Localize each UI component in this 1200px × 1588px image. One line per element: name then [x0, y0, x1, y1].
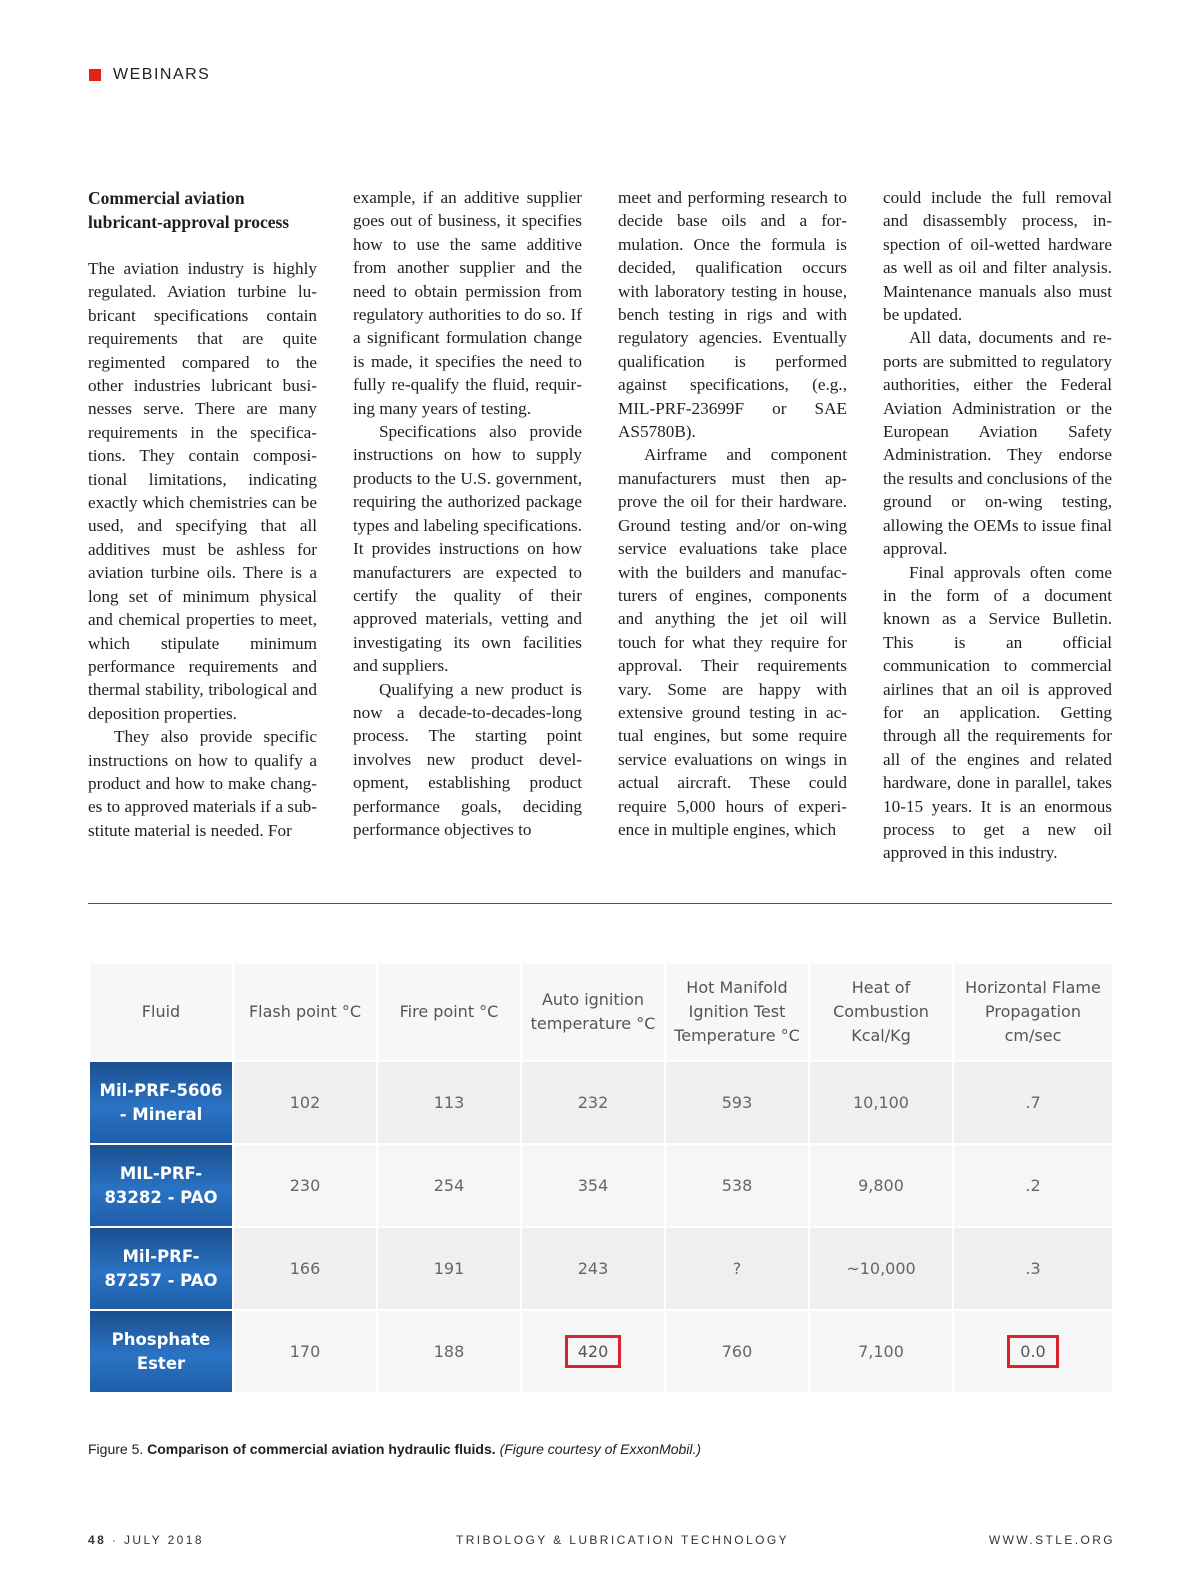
hot-manifold-cell: 538: [665, 1144, 809, 1227]
paragraph: Qualifying a new product is now a decade-to-decades-long process. The starting point involves new product development, establishing product performance goals, deciding performance objectives to: [353, 679, 582, 839]
fluid-comparison-table: [88, 962, 1114, 1394]
heat-of-combustion-cell: ~10,000: [809, 1227, 953, 1310]
highlight-box: 0.0: [1007, 1335, 1058, 1368]
hot-manifold-cell: ?: [665, 1227, 809, 1310]
article-column-2: [353, 186, 582, 865]
flame-propagation-cell: .7: [953, 1061, 1113, 1144]
article-heading: Commercial aviation lubricant-approval process: [88, 188, 290, 232]
heat-of-combustion-cell: 7,100: [809, 1310, 953, 1393]
page-number: 48: [88, 1533, 107, 1547]
auto-ignition-cell: 354: [521, 1144, 665, 1227]
heat-of-combustion-cell: 9,800: [809, 1144, 953, 1227]
paragraph: Airframe and component manufacturers must then approve the oil for their hardware. Ground testing and/or on-wing service evaluations take place with the builders and manufacturers of engines, components and anything the jet oil will touch for what they require for approval. Their requirements vary. Some are happy with extensive ground testing in actual engines, but some require service evaluations on wings in actual aircraft. These could require 5,000 hours of experience in multiple engines, which: [618, 445, 847, 839]
fluid-name: Mil-PRF-87257 - PAO: [89, 1227, 233, 1310]
table-row: [89, 1144, 1113, 1227]
table-row: [89, 1310, 1113, 1393]
col-header-flame-propagation: Horizontal Flame Propagation cm/sec: [953, 963, 1113, 1061]
hot-manifold-cell: 760: [665, 1310, 809, 1393]
paragraph: They also provide specific instructions on how to qualify a product and how to make changes to approved materials if a substitute material is needed. For: [88, 727, 317, 840]
fire-point-cell: 191: [377, 1227, 521, 1310]
article-column-4: [883, 186, 1112, 865]
flash-point-cell: 170: [233, 1310, 377, 1393]
figure-credit: (Figure courtesy of ExxonMobil.): [499, 1441, 702, 1457]
auto-ignition-cell: [521, 1310, 665, 1393]
col-header-fluid: Fluid: [89, 963, 233, 1061]
flame-propagation-cell: .2: [953, 1144, 1113, 1227]
flame-propagation-cell: [953, 1310, 1113, 1393]
paragraph: The aviation industry is highly regulated. Aviation turbine lubricant specifications contain requirements that are quite regimented compared to the other industries lubricant businesses serve. There are many requirements in the specifications. They contain compositional limitations, indicating exactly which chemistries can be used, and specifying that all additives must be ashless for aviation turbine oils. There is a long set of minimum physical and chemical properties to meet, which stipulate minimum performance requirements and thermal stability, tribological and deposition properties.: [88, 259, 317, 723]
article-column-1: [88, 186, 317, 865]
col-header-hot-manifold: Hot Manifold Ignition Test Temperature °C: [665, 963, 809, 1061]
table-header-row: [89, 963, 1113, 1061]
paragraph: Specifications also provide instructions on how to supply products to the U.S. government, requiring the authorized package types and labeling specifications. It provides instructions on how manufacturers are expected to certify the quality of their approved materials, vetting and investigating its own facilities and suppliers.: [353, 422, 582, 676]
fire-point-cell: 254: [377, 1144, 521, 1227]
section-label: WEBINARS: [113, 66, 211, 83]
footer-left: [88, 1533, 204, 1547]
paragraph: Final approvals often come in the form of a document known as a Service Bulletin. This is an official communication to commercial airlines that an oil is approved for an application. Getting through all the requirements for all of the engines and related hardware, done in parallel, takes 10-15 years. It is an enormous process to get a new oil approved in this industry.: [883, 562, 1112, 863]
fluid-name: Mil-PRF-5606 - Mineral: [89, 1061, 233, 1144]
hot-manifold-cell: 593: [665, 1061, 809, 1144]
issue-date: JULY 2018: [124, 1533, 204, 1547]
col-header-flash-point: Flash point °C: [233, 963, 377, 1061]
article-column-3: [618, 186, 847, 865]
fire-point-cell: 188: [377, 1310, 521, 1393]
figure-title: Comparison of commercial aviation hydraulic fluids.: [147, 1441, 496, 1457]
figure-caption: [88, 1441, 701, 1457]
section-divider: [88, 903, 1112, 904]
section-tag: [89, 66, 210, 84]
flash-point-cell: 230: [233, 1144, 377, 1227]
paragraph: All data, documents and reports are submitted to regulatory authorities, either the Federal Aviation Administration or the European Aviation Safety Administration. They endorse the results and conclusions of the ground or on-wing testing, allowing the OEMs to issue final approval.: [883, 328, 1112, 559]
flash-point-cell: 166: [233, 1227, 377, 1310]
website-link[interactable]: WWW.STLE.ORG: [988, 1533, 1115, 1547]
col-header-auto-ignition: Auto ignition temperature °C: [521, 963, 665, 1061]
footer-separator: ·: [111, 1533, 119, 1547]
publication-name: TRIBOLOGY & LUBRICATION TECHNOLOGY: [456, 1533, 789, 1547]
auto-ignition-cell: 243: [521, 1227, 665, 1310]
paragraph: meet and performing research to decide base oils and a formulation. Once the formula is decided, qualification occurs with laboratory testing in house, bench testing in rigs and with regulatory agencies. Eventually qualification is performed against specifications, (e.g., MIL-PRF-23699F or SAE AS5780B).: [618, 188, 847, 442]
fire-point-cell: 113: [377, 1061, 521, 1144]
paragraph: could include the full removal and disassembly process, inspection of oil-wetted hardware as well as oil and filter analysis. Maintenance manuals also must be updated.: [883, 188, 1112, 325]
col-header-heat-of-combustion: Heat of Combustion Kcal/Kg: [809, 963, 953, 1061]
figure-label: Figure 5.: [88, 1441, 144, 1457]
flame-propagation-cell: .3: [953, 1227, 1113, 1310]
paragraph: example, if an additive supplier goes out of business, it specifies how to use the same additive from another supplier and the need to obtain permission from regulatory authorities to do so. If a significant formulation change is made, it specifies the need to fully re-qualify the fluid, requiring many years of testing.: [353, 188, 582, 418]
heat-of-combustion-cell: 10,100: [809, 1061, 953, 1144]
highlight-box: 420: [565, 1335, 622, 1368]
flash-point-cell: 102: [233, 1061, 377, 1144]
auto-ignition-cell: 232: [521, 1061, 665, 1144]
fluid-name: MIL-PRF-83282 - PAO: [89, 1144, 233, 1227]
table-row: [89, 1227, 1113, 1310]
section-marker-icon: [89, 69, 101, 81]
page-footer: [88, 1533, 1115, 1549]
table-row: [89, 1061, 1113, 1144]
fluid-name: Phosphate Ester: [89, 1310, 233, 1393]
article-body: [88, 186, 1112, 865]
col-header-fire-point: Fire point °C: [377, 963, 521, 1061]
